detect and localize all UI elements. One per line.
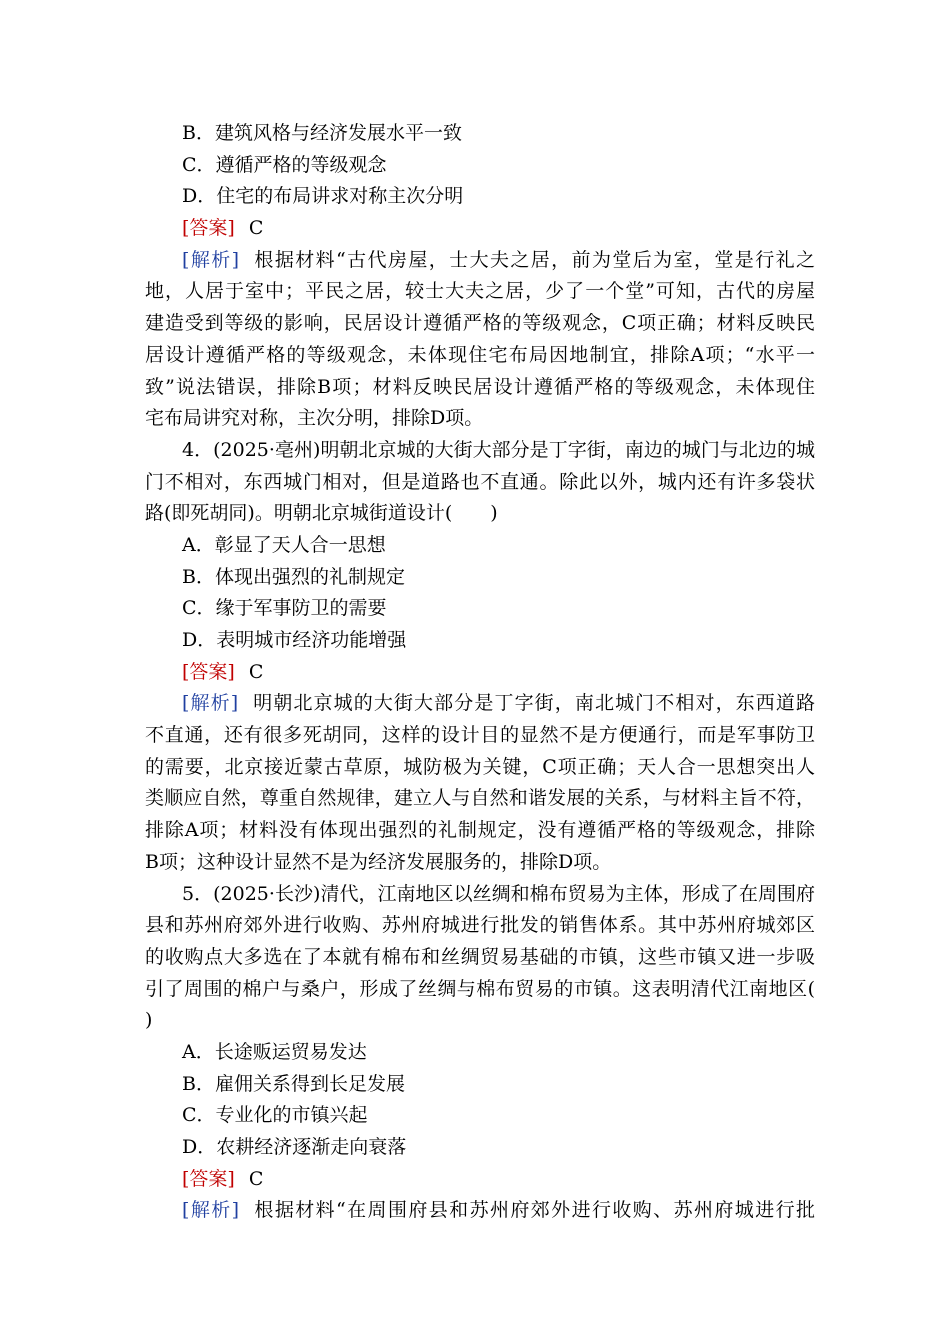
option-c: C．专业化的市镇兴起 bbox=[182, 1104, 368, 1127]
answer-value: C bbox=[248, 1167, 264, 1190]
answer-row bbox=[145, 657, 815, 689]
analysis-line bbox=[145, 1195, 815, 1227]
answer-row bbox=[145, 1164, 815, 1196]
answer-tag: [答案] bbox=[182, 660, 235, 683]
analysis-text: 根据材料“在周围府县和苏州府郊外进行收购、苏州府城进行批 bbox=[253, 1199, 815, 1222]
question-stem-line: ) bbox=[145, 1009, 153, 1032]
option-a: A．彰显了天人合一思想 bbox=[182, 533, 386, 556]
question-stem-line: 路(即死胡同)。明朝北京城街道设计( ) bbox=[145, 502, 498, 525]
question-stem-line: 县和苏州府郊外进行收购、苏州府城进行批发的销售体系。其中苏州府城郊区 bbox=[145, 914, 815, 937]
option-d: D．表明城市经济功能增强 bbox=[182, 629, 407, 651]
question-stem-line: 的收购点大多选在了本就有棉布和丝绸贸易基础的市镇，这些市镇又进一步吸 bbox=[145, 945, 815, 968]
option-c: C．遵循严格的等级观念 bbox=[182, 153, 387, 176]
option-b: B．体现出强烈的礼制规定 bbox=[182, 565, 405, 588]
analysis-text: 明朝北京城的大街大部分是丁字街，南北城门不相对，东西道路 bbox=[252, 692, 815, 715]
analysis-line: B项；这种设计显然不是为经济发展服务的，排除D项。 bbox=[145, 850, 612, 873]
question-stem-line: 5．(2025·长沙)清代，江南地区以丝绸和棉布贸易为主体，形成了在周围府 bbox=[182, 882, 815, 905]
analysis-line bbox=[145, 688, 815, 720]
analysis-line: 建造受到等级的影响，民居设计遵循严格的等级观念，C项正确；材料反映民 bbox=[145, 312, 815, 335]
answer-value: C bbox=[248, 217, 264, 240]
analysis-line bbox=[145, 245, 815, 277]
answer-value: C bbox=[248, 660, 264, 683]
analysis-tag: [解析] bbox=[182, 248, 240, 271]
question-stem-line: 4．(2025·亳州)明朝北京城的大街大部分是丁字街，南边的城门与北边的城 bbox=[182, 438, 815, 461]
analysis-line: 宅布局讲究对称，主次分明，排除D项。 bbox=[145, 407, 484, 430]
analysis-line: 居设计遵循严格的等级观念，未体现住宅布局因地制宜，排除A项；“水平一 bbox=[145, 343, 815, 366]
option-c: C．缘于军事防卫的需要 bbox=[182, 597, 387, 620]
answer-tag: [答案] bbox=[182, 1167, 235, 1190]
analysis-tag: [解析] bbox=[182, 692, 239, 715]
option-b: B．建筑风格与经济发展水平一致 bbox=[182, 122, 462, 144]
option-d: D．住宅的布局讲求对称主次分明 bbox=[182, 185, 464, 208]
analysis-line: 排除A项；材料没有体现出强烈的礼制规定，没有遵循严格的等级观念，排除 bbox=[145, 819, 815, 842]
document-body bbox=[145, 118, 815, 1227]
answer-row bbox=[145, 213, 815, 245]
option-a: A．长途贩运贸易发达 bbox=[182, 1040, 367, 1063]
analysis-tag: [解析] bbox=[182, 1199, 240, 1222]
analysis-line: 的需要，北京接近蒙古草原，城防极为关键，C项正确；天人合一思想突出人 bbox=[145, 755, 815, 778]
analysis-line: 致”说法错误，排除B项；材料反映民居设计遵循严格的等级观念，未体现住 bbox=[145, 375, 815, 398]
option-d: D．农耕经济逐渐走向衰落 bbox=[182, 1136, 407, 1158]
question-stem-line: 引了周围的棉户与桑户，形成了丝绸与棉布贸易的市镇。这表明清代江南地区( bbox=[145, 977, 815, 1000]
question-stem-line: 门不相对，东西城门相对，但是道路也不直通。除此以外，城内还有许多袋状 bbox=[145, 470, 815, 493]
answer-tag: [答案] bbox=[182, 217, 235, 240]
analysis-text: 根据材料“古代房屋，士大夫之居，前为堂后为室，堂是行礼之 bbox=[253, 248, 815, 271]
analysis-line: 类顺应自然，尊重自然规律，建立人与自然和谐发展的关系，与材料主旨不符， bbox=[145, 787, 815, 810]
analysis-line: 地，人居于室中；平民之居，较士大夫之居，少了一个堂”可知，古代的房屋 bbox=[145, 280, 815, 303]
option-b: B．雇佣关系得到长足发展 bbox=[182, 1072, 405, 1095]
analysis-line: 不直通，还有很多死胡同，这样的设计目的显然不是方便通行，而是军事防卫 bbox=[145, 724, 815, 747]
